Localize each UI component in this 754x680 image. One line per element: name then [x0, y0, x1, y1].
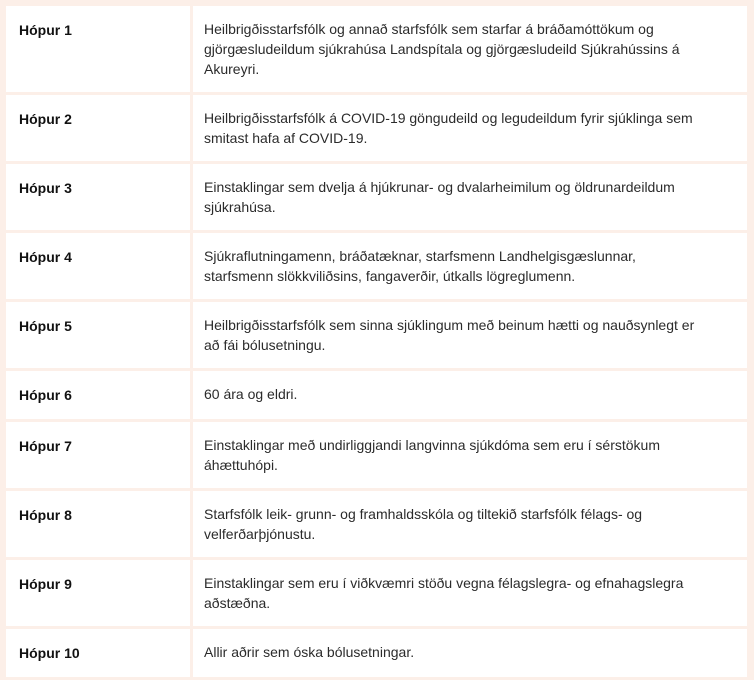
group-description: 60 ára og eldri.: [193, 371, 747, 419]
group-description: Allir aðrir sem óska bólusetningar.: [193, 629, 747, 677]
group-label: Hópur 1: [6, 6, 190, 92]
group-description: Sjúkraflutningamenn, bráðatæknar, starfsmenn Landhelgisgæslunnar, starfsmenn slökkviliðsins, fangaverðir, útkalls lögreglumenn.: [193, 233, 747, 299]
table-row: [6, 491, 747, 557]
group-label: Hópur 2: [6, 95, 190, 161]
table-row: [6, 371, 747, 419]
group-description: Einstaklingar sem dvelja á hjúkrunar- og dvalarheimilum og öldrunardeildum sjúkrahúsa.: [193, 164, 747, 230]
table-row: [6, 6, 747, 92]
table-row: [6, 95, 747, 161]
group-label: Hópur 4: [6, 233, 190, 299]
group-label: Hópur 8: [6, 491, 190, 557]
table-row: [6, 302, 747, 368]
table-row: [6, 560, 747, 626]
group-label: Hópur 6: [6, 371, 190, 419]
table-row: [6, 629, 747, 677]
group-label: Hópur 5: [6, 302, 190, 368]
table-row: [6, 233, 747, 299]
group-description: Starfsfólk leik- grunn- og framhaldsskóla og tiltekið starfsfólk félags- og velferðarþjónustu.: [193, 491, 747, 557]
table-row: [6, 422, 747, 488]
group-description: Heilbrigðisstarfsfólk sem sinna sjúklingum með beinum hætti og nauðsynlegt er að fái bólusetningu.: [193, 302, 747, 368]
group-description: Einstaklingar með undirliggjandi langvinna sjúkdóma sem eru í sérstökum áhættuhópi.: [193, 422, 747, 488]
group-description: Heilbrigðisstarfsfólk á COVID-19 göngudeild og legudeildum fyrir sjúklinga sem smitast hafa af COVID-19.: [193, 95, 747, 161]
group-label: Hópur 7: [6, 422, 190, 488]
group-label: Hópur 10: [6, 629, 190, 677]
group-label: Hópur 3: [6, 164, 190, 230]
vaccination-priority-table: [6, 6, 747, 680]
group-label: Hópur 9: [6, 560, 190, 626]
group-description: Einstaklingar sem eru í viðkvæmri stöðu vegna félagslegra- og efnahagslegra aðstæðna.: [193, 560, 747, 626]
table-row: [6, 164, 747, 230]
group-description: Heilbrigðisstarfsfólk og annað starfsfólk sem starfar á bráðamóttökum og gjörgæsludeildum sjúkrahúsa Landspítala og gjörgæsludeild Sjúkrahússins á Akureyri.: [193, 6, 747, 92]
